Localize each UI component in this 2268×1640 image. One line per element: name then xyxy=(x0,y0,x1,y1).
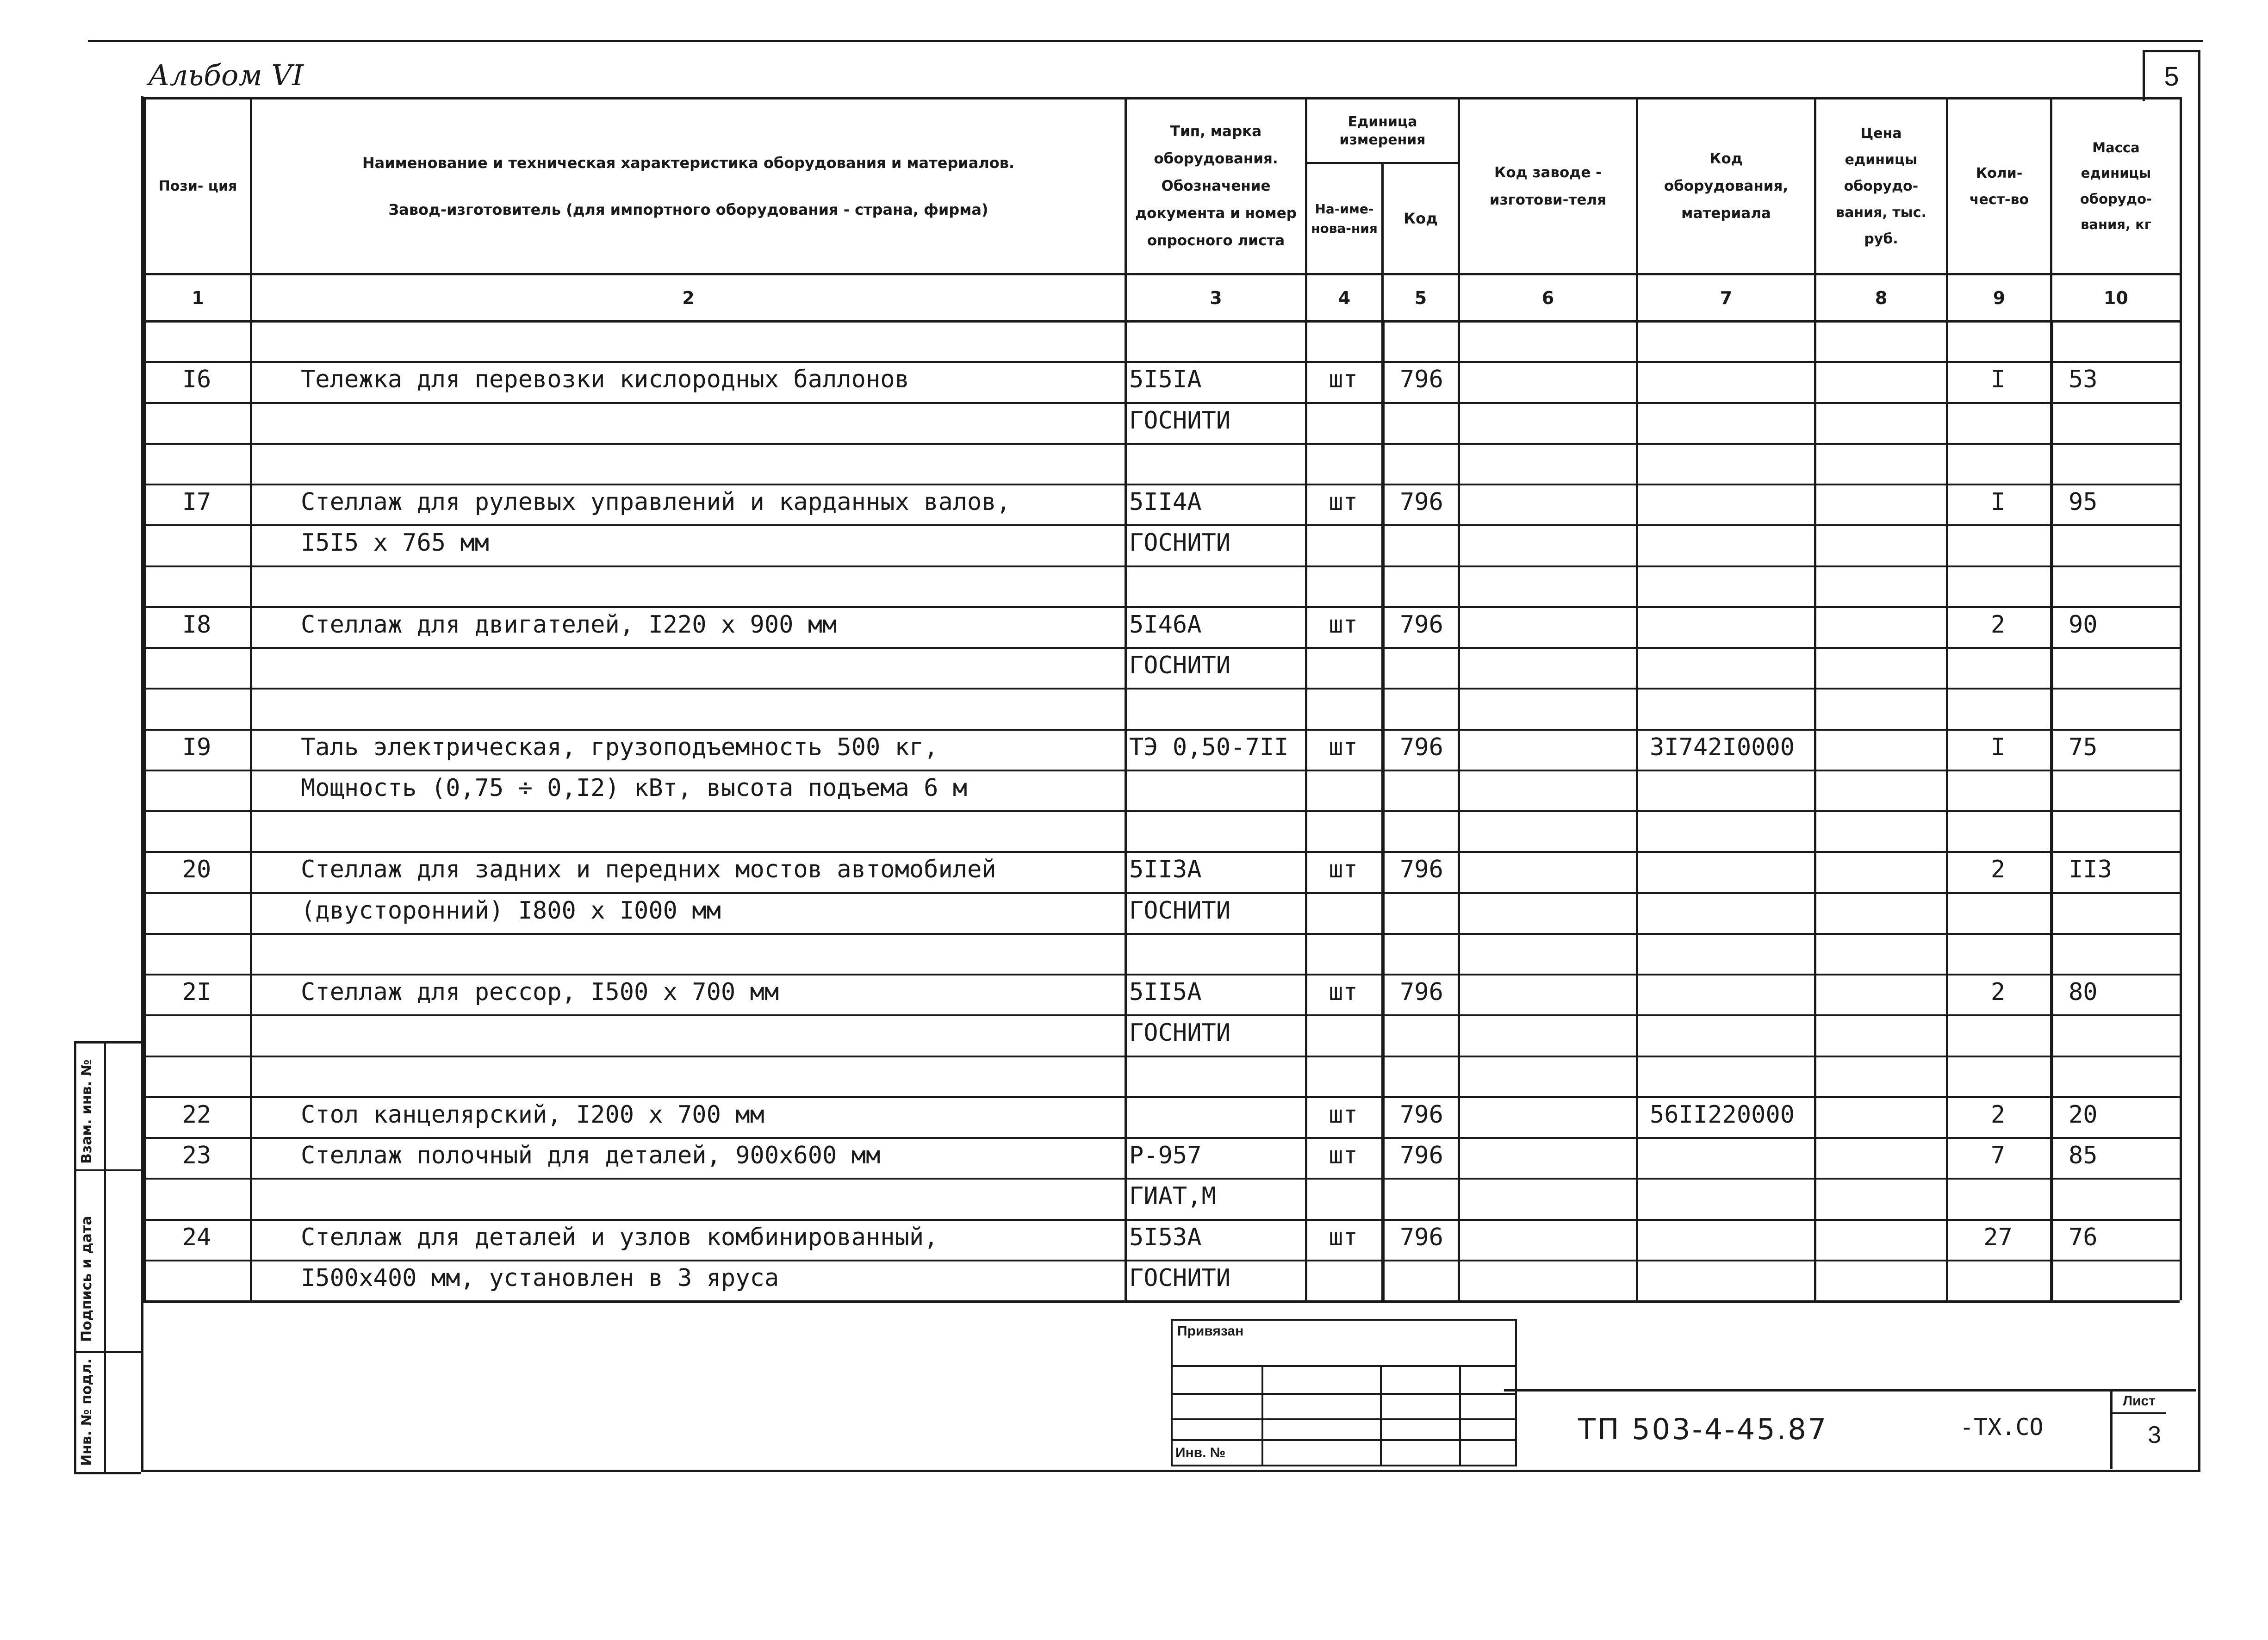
grid-row-line xyxy=(143,933,2180,935)
cell-name: Стеллаж полочный для деталей, 900х600 мм xyxy=(301,1142,881,1169)
grid-row-line xyxy=(143,484,2180,485)
cell-type: ГОСНИТИ xyxy=(1129,1019,1231,1047)
hdr-name-line2: Завод-изготовитель (для импортного оборудования - страна, фирма) xyxy=(388,200,988,218)
cell-type: ГОСНИТИ xyxy=(1129,652,1231,679)
grid-row-line xyxy=(143,606,2180,608)
grid-row-line xyxy=(143,810,2180,812)
colnum-6: 6 xyxy=(1459,274,1637,322)
cell-name: Стеллаж для рессор, I500 х 700 мм xyxy=(301,978,779,1006)
doc-code: ТП 503-4-45.87 xyxy=(1578,1412,1828,1446)
hdr-unit-code: Код xyxy=(1383,163,1459,274)
grid-row-line xyxy=(143,851,2180,853)
sheet-box xyxy=(2110,1390,2166,1469)
hdr-name-line1: Наименование и техническая характеристика оборудования и материалов. xyxy=(362,154,1015,172)
cell-code: 796 xyxy=(1400,856,1443,883)
inv-no-label: Инв. № xyxy=(1172,1440,1262,1466)
cell-name: Мощность (0,75 ÷ 0,I2) кВт, высота подъема 6 м xyxy=(301,774,968,802)
cell-name: Стеллаж для деталей и узлов комбинированный, xyxy=(301,1224,938,1251)
cell-qty: I xyxy=(1990,488,2006,516)
cell-unit: шт xyxy=(1329,733,1358,761)
colnum-1: 1 xyxy=(145,274,251,322)
hdr-name xyxy=(251,99,1126,274)
top-border xyxy=(88,40,2203,42)
grid-column-line xyxy=(2180,320,2182,1300)
colnum-2: 2 xyxy=(251,274,1126,322)
cell-pos: 20 xyxy=(182,856,211,883)
cell-type: 5II4A xyxy=(1129,488,1202,516)
hdr-unit-name: На-име-нова-ния xyxy=(1306,163,1383,274)
grid-row-line xyxy=(143,1137,2180,1139)
cell-pos: 23 xyxy=(182,1142,211,1169)
hdr-unit-group: Единица измерения xyxy=(1306,99,1459,163)
hdr-type: Тип, марка оборудования. Обозначение документа и номер опросного листа xyxy=(1126,99,1306,274)
cell-pos: I8 xyxy=(182,611,211,639)
cell-unit: шт xyxy=(1329,366,1358,393)
grid-row-line xyxy=(143,1260,2180,1261)
colnum-3: 3 xyxy=(1126,274,1306,322)
grid-row-line xyxy=(143,1096,2180,1098)
grid-row-line xyxy=(143,1178,2180,1180)
cell-mass: II3 xyxy=(2069,856,2112,883)
cell-code: 796 xyxy=(1400,611,1443,639)
hdr-price: Цена единицы оборудо-вания, тыс. руб. xyxy=(1815,99,1947,274)
side-label-inv-orig: Инв. № подл. xyxy=(79,1358,95,1466)
doc-suffix: -ТХ.СО xyxy=(1960,1414,2044,1441)
grid-row-line xyxy=(143,729,2180,731)
side-label-repl-inv: Взам. инв. № xyxy=(79,1059,95,1164)
cell-qty: 2 xyxy=(1990,1101,2006,1129)
cell-code: 796 xyxy=(1400,978,1443,1006)
cell-qty: 7 xyxy=(1990,1142,2006,1169)
grid-row-line xyxy=(143,1219,2180,1221)
cell-unit: шт xyxy=(1329,856,1358,883)
cell-pos: I7 xyxy=(182,488,211,516)
attached-label: Привязан xyxy=(1172,1320,1516,1366)
cell-name: Стеллаж для рулевых управлений и карданных валов, xyxy=(301,488,1011,516)
grid-row-line xyxy=(143,1056,2180,1057)
colnum-7: 7 xyxy=(1637,274,1815,322)
cell-code: 796 xyxy=(1400,733,1443,761)
cell-name: I5I5 х 765 мм xyxy=(301,529,489,557)
column-numbers-row xyxy=(145,274,2181,322)
cell-pos: I9 xyxy=(182,733,211,761)
cell-name: Тележка для перевозки кислородных баллонов xyxy=(301,366,909,393)
cell-pos: 2I xyxy=(182,978,211,1006)
cell-pos: 22 xyxy=(182,1101,211,1129)
cell-pos: I6 xyxy=(182,366,211,393)
album-label: Альбом VI xyxy=(148,58,304,92)
cell-type: 5II3A xyxy=(1129,856,1202,883)
grid-row-line xyxy=(143,974,2180,975)
cell-unit: шт xyxy=(1329,488,1358,516)
hdr-quantity: Коли-чест-во xyxy=(1947,99,2051,274)
cell-qty: I xyxy=(1990,366,2006,393)
cell-eq-code: 56II220000 xyxy=(1650,1101,1795,1129)
cell-pos: 24 xyxy=(182,1224,211,1251)
grid-row-line xyxy=(143,688,2180,690)
cell-name: (двусторонний) I800 х I000 мм xyxy=(301,897,721,925)
hdr-position: Пози- ция xyxy=(145,99,251,274)
cell-type: Р-957 xyxy=(1129,1142,1202,1169)
cell-type: ТЭ 0,50-7II xyxy=(1129,733,1289,761)
cell-name: I500х400 мм, установлен в 3 яруса xyxy=(301,1264,779,1292)
cell-name: Стеллаж для двигателей, I220 х 900 мм xyxy=(301,611,837,639)
cell-mass: 85 xyxy=(2069,1142,2098,1169)
cell-qty: 27 xyxy=(1983,1224,2013,1251)
attached-stamp xyxy=(1171,1319,1517,1466)
cell-type: ГОСНИТИ xyxy=(1129,529,1231,557)
cell-mass: 20 xyxy=(2069,1101,2098,1129)
grid-row-line xyxy=(143,565,2180,567)
cell-name: Стол канцелярский, I200 х 700 мм xyxy=(301,1101,764,1129)
cell-type: 5I46A xyxy=(1129,611,1202,639)
cell-type: ГОСНИТИ xyxy=(1129,407,1231,435)
table-bottom-line xyxy=(143,1300,2180,1303)
colnum-8: 8 xyxy=(1815,274,1947,322)
side-label-sign-date: Подпись и дата xyxy=(79,1216,95,1342)
colnum-10: 10 xyxy=(2051,274,2181,322)
colnum-5: 5 xyxy=(1383,274,1459,322)
cell-qty: 2 xyxy=(1990,856,2006,883)
cell-unit: шт xyxy=(1329,978,1358,1006)
cell-unit: шт xyxy=(1329,1224,1358,1251)
grid-row-line xyxy=(143,443,2180,445)
cell-code: 796 xyxy=(1400,366,1443,393)
cell-code: 796 xyxy=(1400,1101,1443,1129)
hdr-mass: Масса единицы оборудо-вания, кг xyxy=(2051,99,2181,274)
cell-mass: 90 xyxy=(2069,611,2098,639)
grid-row-line xyxy=(143,1014,2180,1016)
cell-qty: 2 xyxy=(1990,611,2006,639)
cell-unit: шт xyxy=(1329,611,1358,639)
cell-name: Таль электрическая, грузоподъемность 500 кг, xyxy=(301,733,938,761)
sheet-number: 3 xyxy=(2148,1422,2161,1448)
cell-code: 796 xyxy=(1400,1224,1443,1251)
cell-unit: шт xyxy=(1329,1142,1358,1169)
sheet-label: Лист xyxy=(2113,1390,2166,1414)
cell-code: 796 xyxy=(1400,1142,1443,1169)
cell-type: 5I5IA xyxy=(1129,366,1202,393)
title-block-line xyxy=(1504,1389,2196,1392)
cell-mass: 53 xyxy=(2069,366,2098,393)
colnum-9: 9 xyxy=(1947,274,2051,322)
cell-code: 796 xyxy=(1400,488,1443,516)
cell-type: 5II5A xyxy=(1129,978,1202,1006)
cell-qty: I xyxy=(1990,733,2006,761)
grid-row-line xyxy=(143,892,2180,894)
hdr-factory-code: Код заводе - изготови-теля xyxy=(1459,99,1637,274)
cell-name: Стеллаж для задних и передних мостов автомобилей xyxy=(301,856,996,883)
cell-eq-code: 3I742I0000 xyxy=(1650,733,1795,761)
cell-type: ГОСНИТИ xyxy=(1129,1264,1231,1292)
cell-mass: 80 xyxy=(2069,978,2098,1006)
cell-type: 5I53A xyxy=(1129,1224,1202,1251)
colnum-4: 4 xyxy=(1306,274,1383,322)
page-number: 5 xyxy=(2143,50,2200,101)
grid-row-line xyxy=(143,361,2180,363)
grid-row-line xyxy=(143,524,2180,526)
grid-row-line xyxy=(143,647,2180,649)
cell-qty: 2 xyxy=(1990,978,2006,1006)
hdr-equipment-code: Код оборудования, материала xyxy=(1637,99,1815,274)
cell-type: ГОСНИТИ xyxy=(1129,897,1231,925)
grid-row-line xyxy=(143,402,2180,404)
cell-mass: 75 xyxy=(2069,733,2098,761)
cell-mass: 76 xyxy=(2069,1224,2098,1251)
cell-mass: 95 xyxy=(2069,488,2098,516)
cell-type: ГИАТ,М xyxy=(1129,1182,1216,1210)
cell-unit: шт xyxy=(1329,1101,1358,1129)
grid-row-line xyxy=(143,770,2180,771)
spec-table-header xyxy=(143,97,2182,323)
